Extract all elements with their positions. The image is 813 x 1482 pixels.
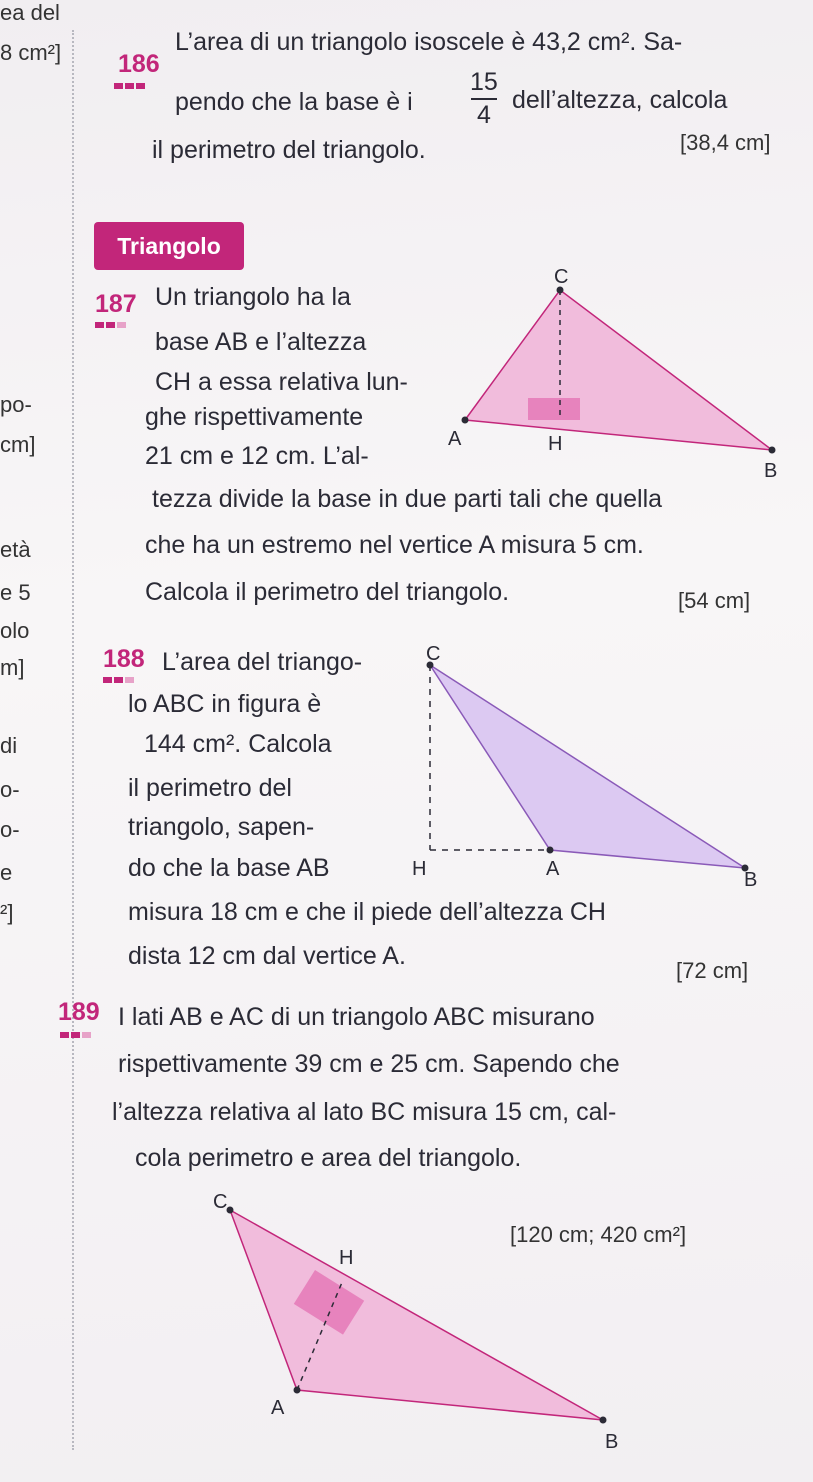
vertex-label: A xyxy=(546,858,560,880)
problem-text-line: tezza divide la base in due parti tali che quella xyxy=(152,485,663,513)
triangle-figure-187 xyxy=(430,255,800,485)
problem-text-line: 21 cm e 12 cm. L’al- xyxy=(145,442,369,470)
margin-fragment: cm] xyxy=(0,432,36,457)
fraction-denominator: 4 xyxy=(476,101,491,129)
column-separator xyxy=(72,30,76,1450)
problem-text-line: pendo che la base è i xyxy=(175,88,413,116)
problem-text-line: l’altezza relativa al lato BC misura 15 cm, cal- xyxy=(112,1098,617,1126)
problem-text-line: lo ABC in figura è xyxy=(128,690,322,718)
vertex-label: C xyxy=(426,643,441,665)
triangle-shape xyxy=(465,290,772,450)
difficulty-icon xyxy=(114,83,145,89)
problem-text-line: rispettivamente 39 cm e 25 cm. Sapendo che xyxy=(118,1050,620,1078)
fraction xyxy=(470,70,498,128)
problem-text-line: 144 cm². Calcola xyxy=(144,730,332,758)
margin-fragment: po- xyxy=(0,392,32,417)
problem-text-line: che ha un estremo nel vertice A misura 5 cm. xyxy=(145,531,644,559)
margin-fragment: di xyxy=(0,733,18,758)
vertex-point xyxy=(600,1417,607,1424)
margin-fragment: e xyxy=(0,860,13,885)
margin-fragment: m] xyxy=(0,655,25,680)
problem-text-line: base AB e l’altezza xyxy=(155,328,367,356)
triangle-shape xyxy=(230,1210,603,1420)
problem-text-line: il perimetro del xyxy=(128,774,292,802)
problem-text-line: L’area del triango- xyxy=(162,648,363,676)
right-angle-marker xyxy=(528,398,580,420)
vertex-label: H xyxy=(548,433,563,455)
problem-number: 188 xyxy=(103,645,145,673)
problem-text-line: I lati AB e AC di un triangolo ABC misurano xyxy=(118,1003,595,1031)
vertex-label: H xyxy=(412,858,427,880)
problem-text-line: Un triangolo ha la xyxy=(155,283,351,311)
vertex-point xyxy=(227,1207,234,1214)
fraction-numerator: 15 xyxy=(470,68,498,96)
problem-text-line: L’area di un triangolo isoscele è 43,2 cm². Sa- xyxy=(175,28,683,56)
vertex-point xyxy=(769,447,776,454)
answer: [38,4 cm] xyxy=(680,130,771,155)
problem-text-line: cola perimetro e area del triangolo. xyxy=(135,1144,522,1172)
vertex-label: A xyxy=(448,428,462,450)
problem-text-line: misura 18 cm e che il piede dell’altezza CH xyxy=(128,898,606,926)
fraction-bar xyxy=(471,98,497,100)
vertex-point xyxy=(547,847,554,854)
vertex-label: B xyxy=(764,460,778,482)
vertex-label: B xyxy=(605,1431,619,1453)
answer: [54 cm] xyxy=(678,588,751,613)
problem-text-line: il perimetro del triangolo. xyxy=(152,136,426,164)
margin-fragment: 8 cm²] xyxy=(0,40,62,65)
margin-fragment: ea del xyxy=(0,0,60,25)
margin-fragment: e 5 xyxy=(0,580,31,605)
vertex-label: B xyxy=(744,869,758,891)
section-badge: Triangolo xyxy=(94,222,244,270)
vertex-point xyxy=(294,1387,301,1394)
triangle-figure-188 xyxy=(410,640,800,890)
problem-text-line: triangolo, sapen- xyxy=(128,813,315,841)
problem-number: 187 xyxy=(95,290,137,318)
margin-fragment: età xyxy=(0,537,31,562)
difficulty-icon xyxy=(95,322,126,328)
answer: [120 cm; 420 cm²] xyxy=(510,1222,687,1247)
margin-fragment: o- xyxy=(0,817,20,842)
problem-text-line: do che la base AB xyxy=(128,854,330,882)
problem-number: 186 xyxy=(118,50,160,78)
difficulty-icon xyxy=(103,677,134,683)
margin-fragment: ²] xyxy=(0,900,14,925)
answer: [72 cm] xyxy=(676,958,749,983)
problem-text-line: Calcola il perimetro del triangolo. xyxy=(145,578,510,606)
vertex-point xyxy=(462,417,469,424)
vertex-label: H xyxy=(339,1247,354,1269)
vertex-label: C xyxy=(554,266,569,288)
problem-number: 189 xyxy=(58,998,100,1026)
difficulty-icon xyxy=(60,1032,91,1038)
margin-fragment: o- xyxy=(0,777,20,802)
problem-text-line: dista 12 cm dal vertice A. xyxy=(128,942,406,970)
triangle-shape xyxy=(430,665,745,868)
vertex-label: A xyxy=(271,1397,285,1419)
problem-text-line: dell’altezza, calcola xyxy=(512,86,728,114)
problem-text-line: ghe rispettivamente xyxy=(145,403,364,431)
margin-fragment: olo xyxy=(0,618,30,643)
vertex-label: C xyxy=(213,1191,228,1213)
problem-text-line: CH a essa relativa lun- xyxy=(155,368,408,396)
triangle-figure-189 xyxy=(175,1180,619,1465)
